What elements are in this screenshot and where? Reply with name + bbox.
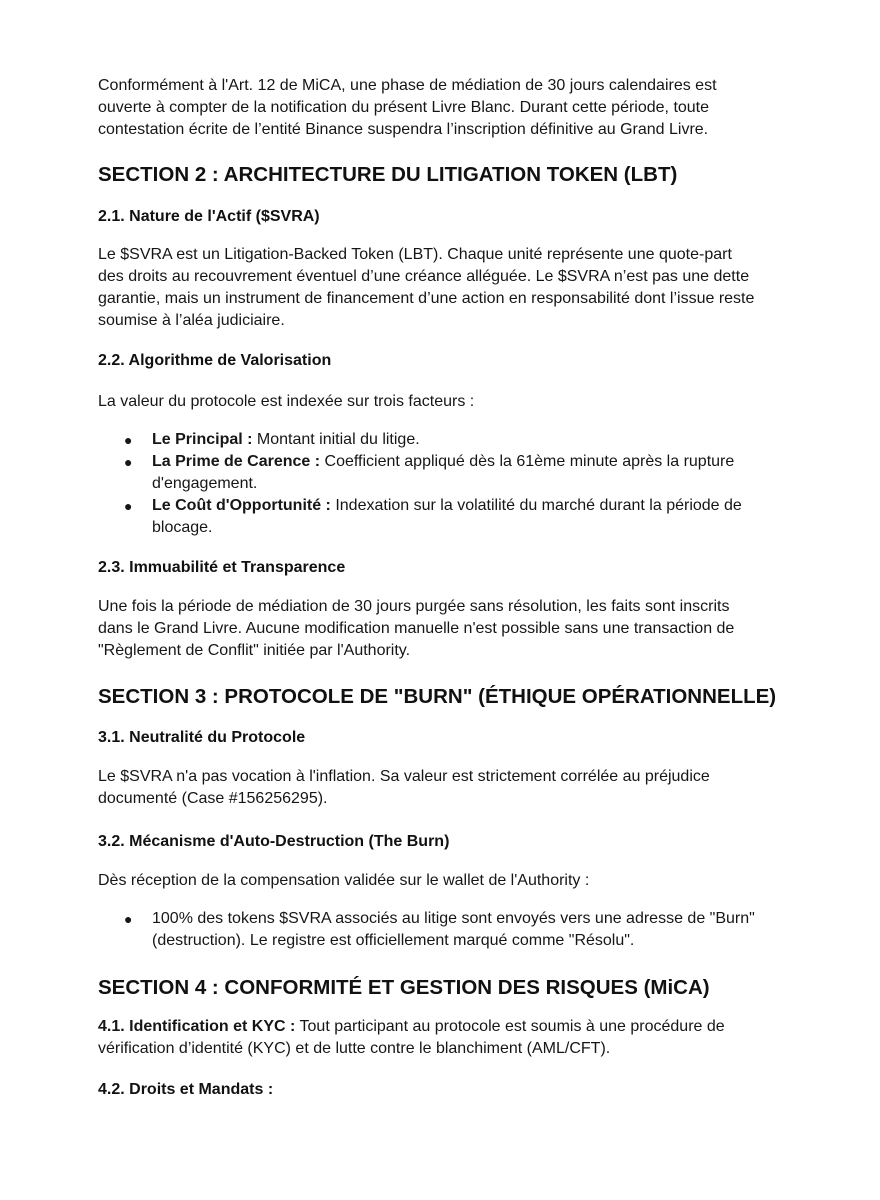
section-2-1-paragraph (98, 244, 754, 332)
section-2-3-heading: 2.3. Immuabilité et Transparence (98, 559, 346, 576)
paragraph-line: Tout participant au protocole est soumis à une procédure de (295, 1018, 725, 1035)
list-item (98, 451, 798, 495)
section-4-1-label: 4.1. Identification et KYC : (98, 1018, 296, 1035)
list-item-term: Le Principal : (152, 431, 253, 448)
section-4-title: SECTION 4 : CONFORMITÉ ET GESTION DES RISQUES (MiCA) (98, 976, 710, 999)
list-item-text: (destruction). Le registre est officiellement marqué comme "Résolu". (152, 932, 635, 949)
paragraph-line: des droits au recouvrement éventuel d’une créance alléguée. Le $SVRA n’est pas une dette (98, 268, 750, 285)
paragraph-line: vérification d’identité (KYC) et de lutte contre le blanchiment (AML/CFT). (98, 1040, 611, 1057)
list-item-text: 100% des tokens $SVRA associés au litige sont envoyés vers une adresse de "Burn" (152, 910, 755, 927)
section-3-1-heading: 3.1. Neutralité du Protocole (98, 729, 306, 746)
list-item-term: Le Coût d'Opportunité : (152, 497, 331, 514)
paragraph-line: Le $SVRA est un Litigation-Backed Token (LBT). Chaque unité représente une quote-part (98, 246, 732, 263)
valuation-factors-list (98, 429, 798, 539)
burn-list (98, 908, 798, 952)
list-item-text: d'engagement. (152, 475, 258, 492)
list-item-text: blocage. (152, 519, 213, 536)
section-3-2-intro: Dès réception de la compensation validée sur le wallet de l'Authority : (98, 872, 590, 889)
list-item (98, 908, 798, 952)
section-2-3-paragraph (98, 596, 734, 662)
paragraph-line: Une fois la période de médiation de 30 jours purgée sans résolution, les faits sont inscrits (98, 598, 730, 615)
list-item (98, 495, 798, 539)
paragraph-line: soumise à l’aléa judiciaire. (98, 312, 285, 329)
list-item-text: Montant initial du litige. (252, 431, 420, 448)
paragraph-line: "Règlement de Conflit" initiée par l'Authority. (98, 642, 411, 659)
section-3-2-heading: 3.2. Mécanisme d'Auto-Destruction (The Burn) (98, 833, 450, 850)
list-item-term: La Prime de Carence : (152, 453, 321, 470)
section-4-2-heading: 4.2. Droits et Mandats : (98, 1081, 274, 1098)
paragraph-line: Le $SVRA n'a pas vocation à l'inflation. Sa valeur est strictement corrélée au préjudice (98, 768, 710, 785)
section-4-1-paragraph (98, 1016, 725, 1060)
section-2-2-intro: La valeur du protocole est indexée sur trois facteurs : (98, 393, 475, 410)
section-3-title: SECTION 3 : PROTOCOLE DE "BURN" (ÉTHIQUE OPÉRATIONNELLE) (98, 685, 777, 708)
bullet-icon: ● (124, 432, 133, 448)
bullet-icon: ● (124, 454, 133, 470)
paragraph-line: garantie, mais un instrument de financement d’une action en responsabilité dont l’issue reste (98, 290, 755, 307)
intro-line: Conformément à l'Art. 12 de MiCA, une phase de médiation de 30 jours calendaires est (98, 77, 717, 94)
list-item (98, 429, 798, 451)
bullet-icon: ● (124, 911, 133, 927)
section-2-1-heading: 2.1. Nature de l'Actif ($SVRA) (98, 208, 320, 225)
section-3-1-paragraph (98, 766, 710, 810)
list-item-text: Coefficient appliqué dès la 61ème minute après la rupture (320, 453, 735, 470)
paragraph-line: dans le Grand Livre. Aucune modification manuelle n'est possible sans une transaction de (98, 620, 735, 637)
bullet-icon: ● (124, 498, 133, 514)
list-item-text: Indexation sur la volatilité du marché durant la période de (330, 497, 742, 514)
section-2-title: SECTION 2 : ARCHITECTURE DU LITIGATION TOKEN (LBT) (98, 163, 678, 186)
intro-paragraph (98, 75, 717, 141)
paragraph-line: documenté (Case #156256295). (98, 790, 328, 807)
intro-line: ouverte à compter de la notification du présent Livre Blanc. Durant cette période, toute (98, 99, 710, 116)
intro-line: contestation écrite de l’entité Binance suspendra l’inscription définitive au Grand Livre. (98, 121, 709, 138)
section-2-2-heading: 2.2. Algorithme de Valorisation (98, 352, 332, 369)
